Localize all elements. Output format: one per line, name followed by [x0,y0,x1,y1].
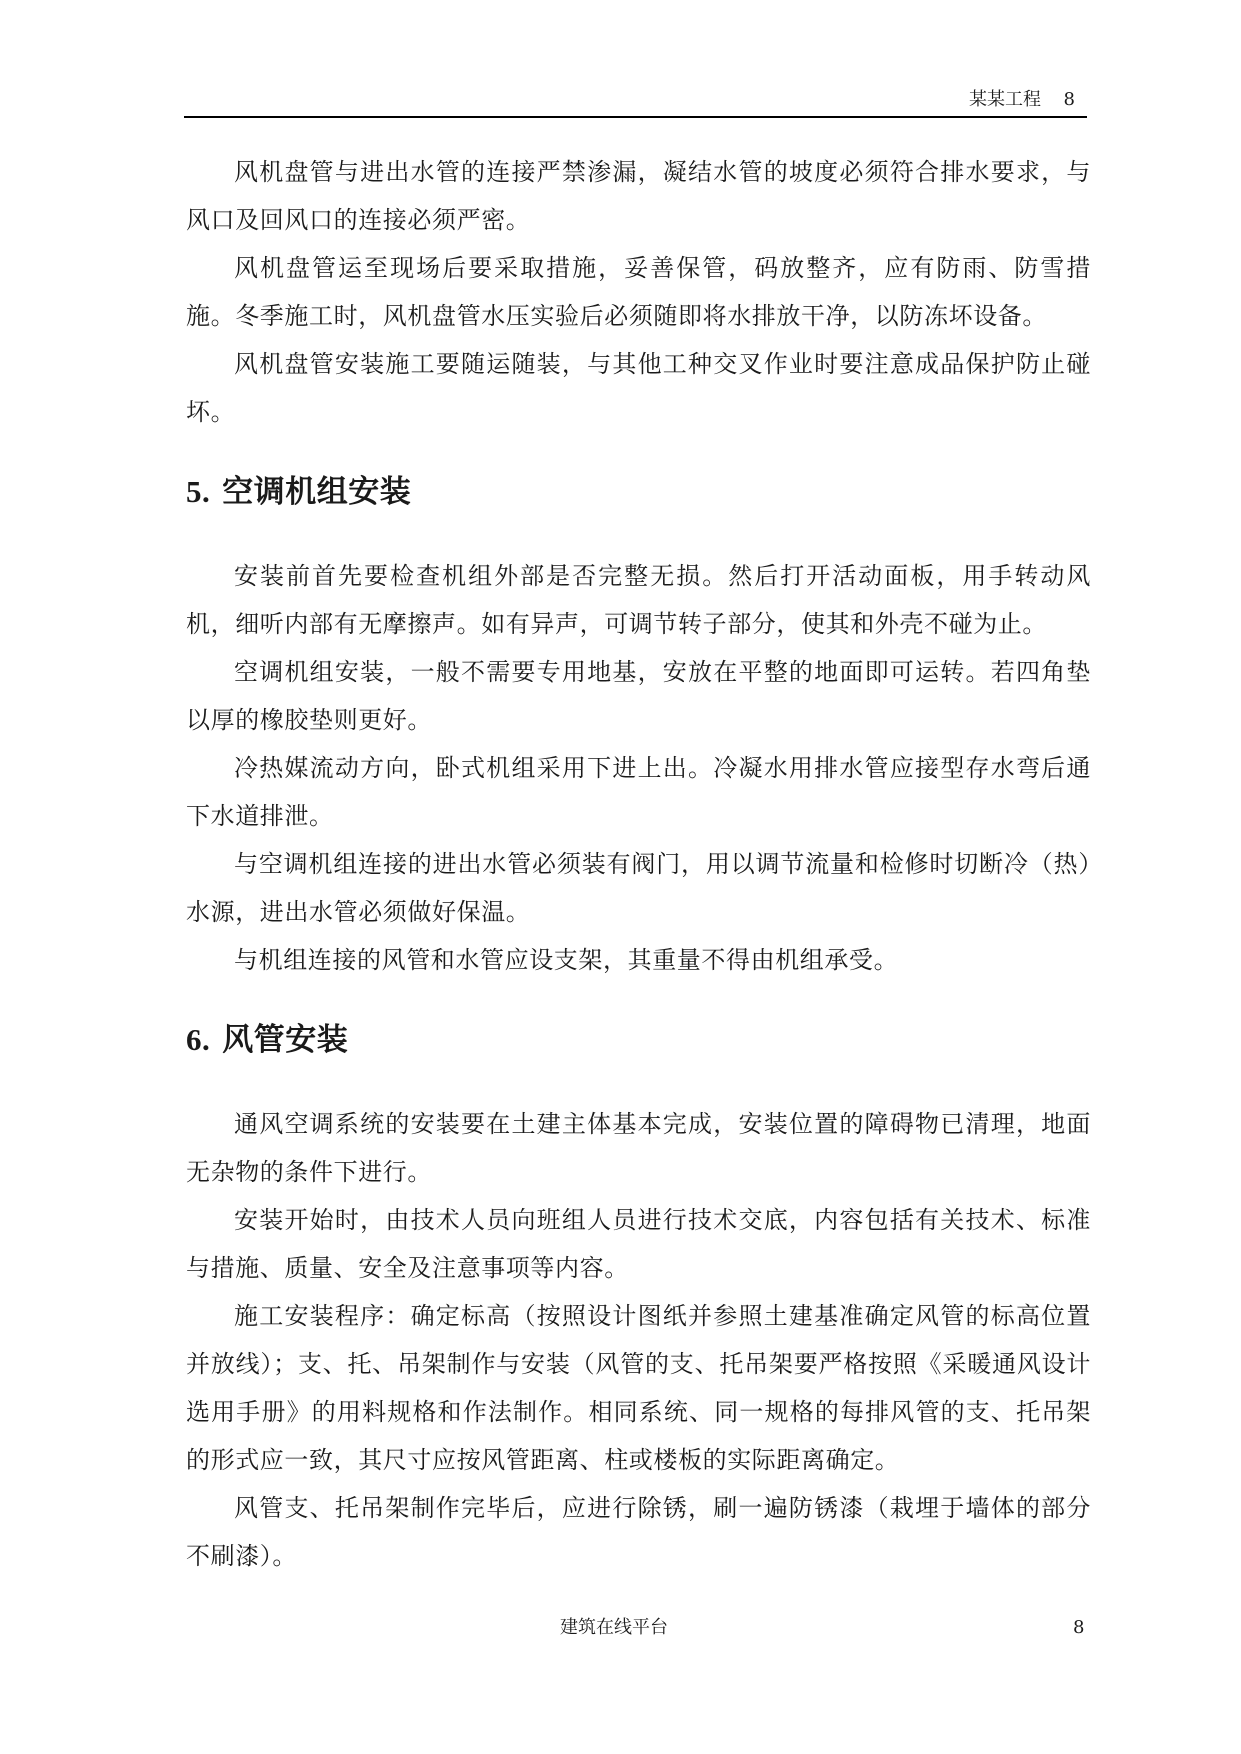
section-number: 6. [186,1022,211,1057]
page-footer [0,1617,1241,1641]
footer-page-number: 8 [1073,1617,1085,1638]
paragraph: 施工安装程序：确定标高（按照设计图纸并参照土建基准确定风管的标高位置并放线）；支、托、吊架制作与安装（风管的支、托吊架要严格按照《采暖通风设计选用手册》的用料规格和作法制作。相同系统、同一规格的每排风管的支、托吊架的形式应一致，其尺寸应按风管距离、柱或楼板的实际距离确定。 [186,1302,1091,1474]
paragraph: 风机盘管运至现场后要采取措施，妥善保管，码放整齐，应有防雨、防雪措施。冬季施工时，风机盘管水压实验后必须随即将水排放干净，以防冻坏设备。 [186,254,1091,330]
document-body [186,148,1091,1580]
paragraph: 通风空调系统的安装要在土建主体基本完成，安装位置的障碍物已清理，地面无杂物的条件下进行。 [186,1110,1091,1186]
section-heading-6 [186,1010,1091,1070]
paragraph: 风机盘管与进出水管的连接严禁渗漏，凝结水管的坡度必须符合排水要求，与风口及回风口的连接必须严密。 [186,158,1091,234]
paragraph: 与机组连接的风管和水管应设支架，其重量不得由机组承受。 [234,946,899,974]
header-title: 某某工程 [969,89,1041,110]
section-title: 风管安装 [222,1022,349,1058]
paragraph: 风机盘管安装施工要随运随装，与其他工种交叉作业时要注意成品保护防止碰坏。 [186,350,1091,426]
paragraph: 安装开始时，由技术人员向班组人员进行技术交底，内容包括有关技术、标准与措施、质量、安全及注意事项等内容。 [186,1206,1091,1282]
paragraph: 与空调机组连接的进出水管必须装有阀门，用以调节流量和检修时切断冷（热）水源，进出水管必须做好保温。 [186,850,1091,926]
paragraph: 冷热媒流动方向，卧式机组采用下进上出。冷凝水用排水管应接型存水弯后通下水道排泄。 [186,754,1091,830]
page-header [184,86,1087,118]
paragraph: 安装前首先要检查机组外部是否完整无损。然后打开活动面板，用手转动风机，细听内部有无摩擦声。如有异声，可调节转子部分，使其和外壳不碰为止。 [186,562,1091,638]
paragraph: 空调机组安装，一般不需要专用地基，安放在平整的地面即可运转。若四角垫以厚的橡胶垫则更好。 [186,658,1091,734]
footer-text: 建筑在线平台 [560,1617,668,1638]
section-heading-5 [186,462,1091,522]
section-number: 5. [186,474,211,509]
header-page-number: 8 [1063,89,1075,110]
section-title: 空调机组安装 [222,474,412,510]
paragraph: 风管支、托吊架制作完毕后，应进行除锈，刷一遍防锈漆（栽埋于墙体的部分不刷漆）。 [186,1494,1091,1570]
